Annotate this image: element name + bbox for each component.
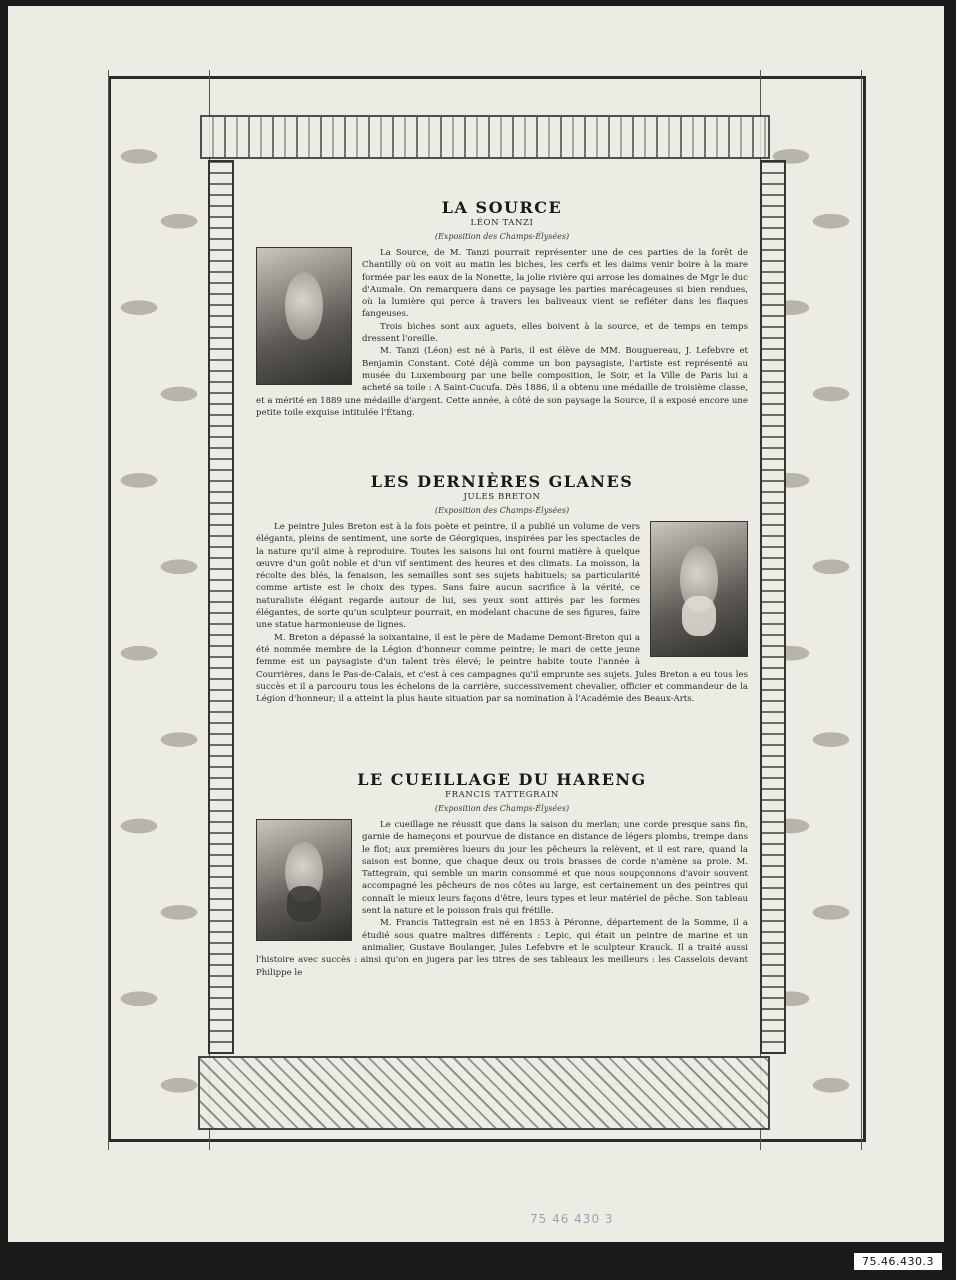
paragraph: M. Tanzi (Léon) est né à Paris, il est élève de MM. Bouguereau, J. Lefebvre et Benjamin Constant. Coté déjà comme un bon paysagiste, l'artiste est représenté au musée du Luxembourg par une belle composition, le Soir, et la Ville de Paris lui a acheté sa toile : A Saint-Cucufa. Dès 1886, il a obtenu une médaille de troisième classe, et a mérité en 1889 une médaille d'argent. Cette année, à côté de son paysage la Source, il a exposé encore une petite toile exquise intitulée l'Étang. (256, 346, 748, 418)
exhibition-note: (Exposition des Champs-Élysées) (434, 804, 570, 813)
portrait-jules-breton (650, 521, 748, 657)
paragraph: Le cueillage ne réussit que dans la saison du merlan; une corde presque sans fin, garnie de hameçons et pourvue de distance en distance de légers plombs, trempe dans le flot; aux premières lueurs du jour les pêcheurs la relèvent, et il est rare, quand la saison est bonne, que chaque deux ou trois brasses de corde n'amène sa proie. M. Tattegrain, qui semble un marin consommé et que nous soupçonnons d'avoir souvent accompagné les pêcheurs de nos côtes au large, est certainement un des peintres qui connaît le mieux leurs façons d'être, leurs types et leur matériel de pêche. Son tableau sent la nature et le poisson frais qui frétille. (362, 820, 748, 917)
paragraph: Le peintre Jules Breton est à la fois poète et peintre, il a publié un volume de vers élégants, pleins de sentiment, une sorte de Géorgiques, inspirées par les spectacles de la nature qu'il aime à reproduire. Toutes les saisons lui ont fourni matière à quelque œuvre d'un goût noble et d'un vif sentiment des heures et des climats. La moisson, la récolte des blés, la fenaison, les semailles sont ses sujets habituels; sa particularité comme artiste est le choix des types. Sans faire aucun sacrifice à la vérité, ce naturaliste élégant regarde autour de lui, ses yeux sont attirés par les formes élégantes, de sorte qu'un sculpteur pourrait, en modelant chacune de ses figures, faire une statue harmonieuse de lignes. (256, 522, 640, 631)
portrait-francis-tattegrain (256, 819, 352, 941)
floral-band-top (200, 115, 770, 159)
palette-band-bottom (198, 1056, 770, 1130)
pencil-inscription: 75 46 430 3 (530, 1212, 614, 1226)
ornament-column-left (208, 160, 234, 1054)
paragraph: M. Francis Tattegrain est né en 1853 à Péronne, département de la Somme, il a étudié sous quatre maîtres différents : Lepic, qui était un peintre de marine et un animalier, Gustave Boulanger, Jules Lefebvre et le sculpteur Krauck. Il a traité aussi l'histoire avec succès : ainsi qu'on en jugera par les titres de ses tableaux les meilleurs : les Casselois devant Philippe le (256, 918, 748, 978)
paragraph: La Source, de M. Tanzi pourrait représenter une de ces parties de la forêt de Chantilly où on voit au matin les biches, les cerfs et les daims venir boire à la mare formée par les eaux de la Nonette, la jolie rivière qui arrose les domaines de Mgr le duc d'Aumale. On remarquera dans ce paysage les parties marécageuses si bien rendues, où la lumière qui perce à travers les baliveaux vient se refléter dans les flaques fangeuses. (362, 248, 748, 320)
laurel-border-left (108, 70, 210, 1150)
artist-name: FRANCIS TATTEGRAIN (445, 790, 559, 800)
section-la-source (256, 198, 748, 419)
exhibition-note: (Exposition des Champs-Élysées) (434, 506, 570, 515)
artist-name: LÉON TANZI (470, 218, 534, 228)
ornament-column-right (760, 160, 786, 1054)
section-dernieres-glanes (256, 472, 748, 705)
portrait-leon-tanzi (256, 247, 352, 385)
accession-number-label: 75.46.430.3 (854, 1253, 942, 1270)
artist-name: JULES BRETON (463, 492, 541, 502)
section-title: LE CUEILLAGE DU HARENG (357, 770, 647, 789)
paragraph: M. Breton a dépassé la soixantaine, il est le père de Madame Demont-Breton qui a été nommée membre de la Légion d'honneur comme peintre; le mari de cette jeune femme est un paysagiste d'un talent très élevé; le peintre habite toute l'année à Courrières, dans le Pas-de-Calais, et c'est à ces campagnes qu'il emprunte ses sujets. Jules Breton a eu tous les succès et il a parcouru tous les échelons de la carrière, successivement chevalier, officier et commandeur de la Légion d'honneur; il a atteint la plus haute situation par sa nomination à l'Académie des Beaux-Arts. (256, 632, 748, 705)
section-cueillage-hareng (256, 770, 748, 979)
paragraph: Trois biches sont aux aguets, elles boivent à la source, et de temps en temps dressent l'oreille. (362, 321, 748, 345)
exhibition-note: (Exposition des Champs-Élysées) (434, 232, 570, 241)
section-title: LES DERNIÈRES GLANES (370, 472, 634, 491)
section-title: LA SOURCE (441, 198, 563, 217)
article-content (240, 162, 760, 1052)
